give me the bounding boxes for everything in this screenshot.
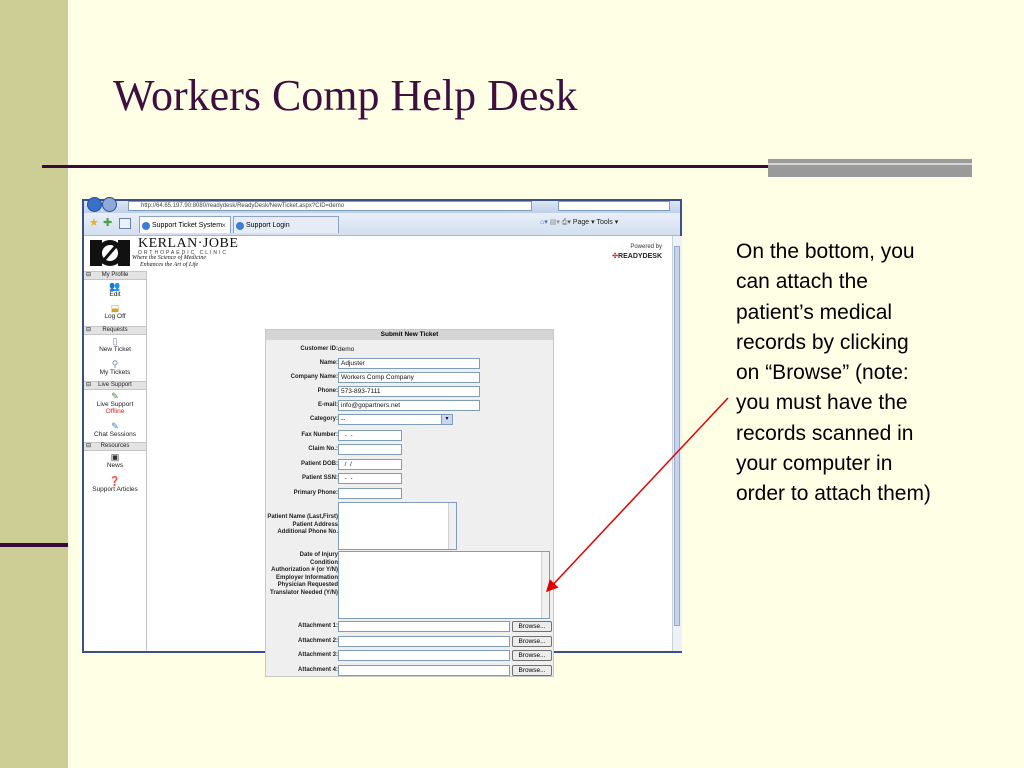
ie-page-icon bbox=[142, 222, 150, 230]
phone-label: Phone: bbox=[317, 388, 338, 394]
sidebar-item-support-articles[interactable] bbox=[84, 476, 146, 493]
sidebar-item-label: My Tickets bbox=[99, 369, 131, 376]
section-title: Live Support bbox=[98, 382, 132, 388]
sidebar-item-label: Support Articles bbox=[92, 486, 138, 493]
sidebar-item-label: Edit bbox=[109, 291, 121, 298]
sidebar-item-edit[interactable] bbox=[84, 281, 146, 298]
kerlan-jobe-logo bbox=[90, 238, 130, 268]
help-icon: ❓ bbox=[109, 476, 121, 486]
logo-name: KERLAN·JOBE bbox=[138, 236, 239, 251]
sidebar-section-requests[interactable] bbox=[84, 326, 146, 335]
form-title: Submit New Ticket bbox=[266, 330, 553, 340]
attachment-2-field[interactable] bbox=[338, 636, 510, 647]
company-field[interactable]: Workers Comp Company bbox=[338, 372, 480, 383]
print-icon[interactable]: ⎙▾ bbox=[561, 219, 573, 226]
command-bar bbox=[540, 217, 618, 229]
browse-button-2[interactable]: Browse... bbox=[512, 636, 552, 647]
primary-phone-field[interactable] bbox=[338, 488, 402, 499]
primary-phone-label: Primary Phone: bbox=[293, 490, 338, 496]
injury-info-textarea[interactable] bbox=[338, 551, 550, 619]
claim-field[interactable] bbox=[338, 444, 402, 455]
category-value: -- bbox=[341, 416, 346, 423]
log-off-icon: ⬓ bbox=[110, 303, 120, 313]
patient-info-textarea[interactable] bbox=[338, 502, 457, 550]
section-title: Requests bbox=[102, 327, 128, 333]
tab-support-ticket-system[interactable] bbox=[139, 216, 231, 233]
sidebar-item-label: Log Off bbox=[104, 313, 126, 320]
email-label: E-mail: bbox=[317, 402, 338, 408]
live-support-icon: ✎ bbox=[111, 391, 119, 401]
injury-info-label: Date of Injury Condition Authorization # (or Y/N) Employer Information Physician Requested Translator Needed (Y/N) bbox=[269, 552, 338, 596]
title-divider-bar-line bbox=[768, 163, 972, 165]
back-icon[interactable] bbox=[87, 197, 102, 212]
collapse-icon[interactable]: ⊟ bbox=[86, 272, 92, 278]
attachment-3-field[interactable] bbox=[338, 650, 510, 661]
sidebar-item-new-ticket[interactable] bbox=[84, 336, 146, 353]
fax-field[interactable]: - - bbox=[338, 430, 402, 441]
sidebar-item-label: New Ticket bbox=[99, 346, 131, 353]
name-label: Name: bbox=[319, 360, 338, 366]
tab-label: Support Ticket System bbox=[152, 222, 223, 229]
dob-label: Patient DOB: bbox=[300, 461, 338, 467]
page-scrollbar[interactable] bbox=[672, 236, 682, 651]
tab-label: Support Login bbox=[246, 222, 290, 229]
category-select[interactable] bbox=[338, 414, 453, 425]
submit-ticket-form bbox=[265, 329, 554, 677]
sidebar-item-chat-sessions[interactable] bbox=[84, 421, 146, 438]
attachment-4-field[interactable] bbox=[338, 665, 510, 676]
search-input[interactable] bbox=[558, 201, 670, 211]
tab-support-login[interactable] bbox=[233, 216, 339, 233]
sidebar bbox=[84, 271, 147, 651]
category-label: Category: bbox=[309, 416, 338, 422]
favorites-star-icon[interactable]: ★ bbox=[89, 217, 99, 229]
sidebar-section-my-profile[interactable] bbox=[84, 271, 146, 280]
attachment-1-field[interactable] bbox=[338, 621, 510, 632]
sidebar-section-live-support[interactable] bbox=[84, 381, 146, 390]
sidebar-item-live-support[interactable] bbox=[84, 391, 146, 415]
my-tickets-icon: ⚲ bbox=[111, 359, 119, 369]
logo-tagline: Enhances the Art of Life bbox=[140, 262, 199, 268]
name-field[interactable]: Adjuster bbox=[338, 358, 480, 369]
new-ticket-icon: ▯ bbox=[112, 336, 118, 346]
left-accent-band bbox=[0, 0, 68, 768]
readydesk-brand-text: READYDESK bbox=[618, 253, 662, 260]
customer-id-value: demo bbox=[338, 346, 355, 353]
claim-label: Claim No.: bbox=[308, 446, 338, 452]
attachment-2-label: Attachment 2: bbox=[297, 638, 338, 644]
sidebar-item-log-off[interactable] bbox=[84, 303, 146, 320]
chat-sessions-icon: ✎ bbox=[111, 421, 119, 431]
left-accent-rule bbox=[0, 543, 68, 547]
sidebar-item-news[interactable] bbox=[84, 452, 146, 469]
tab-bar bbox=[84, 213, 680, 236]
slide-title: Workers Comp Help Desk bbox=[113, 71, 578, 120]
sidebar-item-label: News bbox=[106, 462, 124, 469]
web-page bbox=[84, 236, 672, 674]
forward-icon[interactable] bbox=[102, 197, 117, 212]
powered-by-label: Powered by bbox=[630, 244, 662, 250]
sidebar-item-label: Live Support bbox=[96, 401, 134, 408]
attachment-3-label: Attachment 3: bbox=[297, 652, 338, 658]
attachment-4-label: Attachment 4: bbox=[297, 667, 338, 673]
chevron-down-icon[interactable]: ▾ bbox=[441, 415, 452, 424]
readydesk-brand: ✣READYDESK bbox=[612, 253, 662, 260]
company-label: Company Name: bbox=[290, 374, 338, 380]
section-title: Resources bbox=[100, 443, 130, 449]
email-field[interactable]: info@gopartners.net bbox=[338, 400, 480, 411]
title-divider-bar bbox=[768, 159, 972, 177]
ie-page-icon bbox=[236, 222, 244, 230]
live-support-status: Offline bbox=[105, 408, 125, 415]
close-tab-icon[interactable]: × bbox=[221, 221, 226, 230]
dob-field[interactable]: / / bbox=[338, 459, 402, 470]
sidebar-item-label: Chat Sessions bbox=[94, 431, 136, 438]
ssn-label: Patient SSN: bbox=[301, 475, 338, 481]
browse-button-3[interactable]: Browse... bbox=[512, 650, 552, 661]
sidebar-item-my-tickets[interactable] bbox=[84, 359, 146, 376]
patient-info-label: Patient Name (Last,First) Patient Address Additional Phone No. bbox=[267, 514, 338, 535]
collapse-icon[interactable]: ⊟ bbox=[86, 443, 92, 449]
browse-button-4[interactable]: Browse... bbox=[512, 665, 552, 676]
section-title: My Profile bbox=[101, 272, 129, 278]
quick-tabs-icon[interactable] bbox=[119, 218, 131, 229]
ssn-field[interactable]: - - bbox=[338, 473, 402, 484]
textarea-scrollbar[interactable] bbox=[541, 552, 549, 618]
page-tools-menu[interactable]: Page ▾ Tools ▾ bbox=[572, 219, 619, 226]
fax-label: Fax Number: bbox=[301, 432, 338, 438]
browse-button-1[interactable]: Browse... bbox=[512, 621, 552, 632]
users-icon: 👥 bbox=[109, 281, 121, 291]
slide-body-text: On the bottom, you can attach the patient’s medical records by clicking on “Browse” (note: you must have the records scanned in your computer in order to attach them) bbox=[736, 240, 931, 506]
phone-field[interactable]: 573-893-7111 bbox=[338, 386, 480, 397]
news-icon: ▣ bbox=[110, 452, 120, 462]
address-row bbox=[84, 201, 680, 213]
address-bar[interactable]: http://64.65.197.90:8080/readydesk/ReadyDesk/NewTicket.aspx?CID=demo bbox=[128, 201, 532, 211]
attachment-1-label: Attachment 1: bbox=[297, 623, 338, 629]
collapse-icon[interactable]: ⊟ bbox=[86, 327, 92, 333]
textarea-scrollbar[interactable] bbox=[448, 503, 456, 549]
add-favorite-icon[interactable]: ✚ bbox=[103, 217, 113, 229]
logo-subtitle: ORTHOPAEDIC CLINIC bbox=[138, 250, 228, 256]
home-icon[interactable]: ⌂▾ bbox=[540, 219, 548, 226]
scroll-thumb[interactable] bbox=[674, 246, 680, 626]
browser-screenshot bbox=[82, 199, 682, 674]
logo-tagline: Where the Science of Medicine bbox=[132, 255, 207, 261]
collapse-icon[interactable]: ⊟ bbox=[86, 382, 92, 388]
feeds-icon[interactable]: ▤▾ bbox=[549, 219, 562, 226]
sidebar-section-resources[interactable] bbox=[84, 442, 146, 451]
customer-id-label: Customer ID: bbox=[300, 346, 338, 352]
